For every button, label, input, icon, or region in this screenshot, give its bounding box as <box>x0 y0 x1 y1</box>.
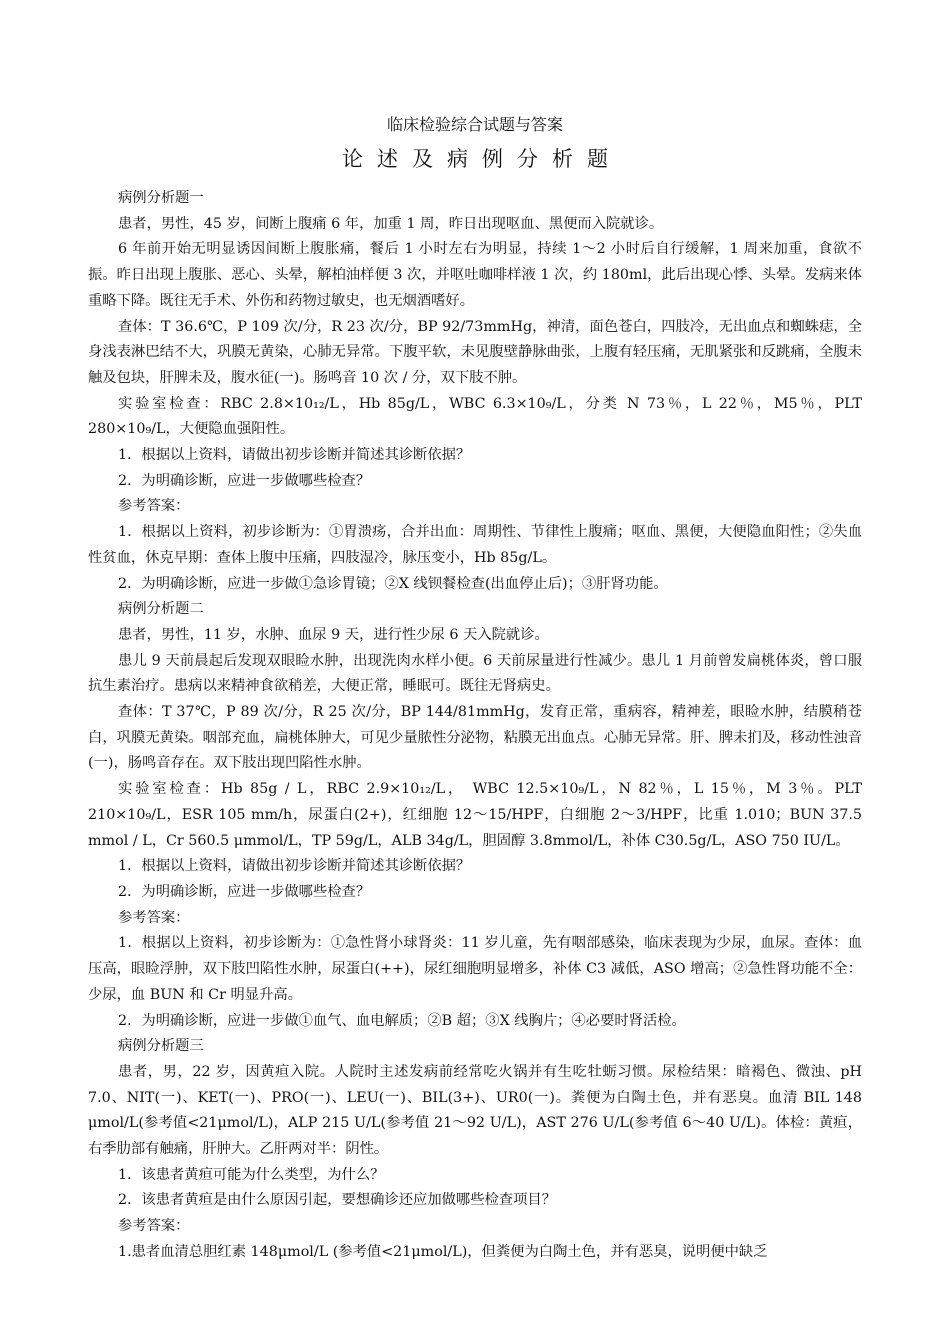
case-heading-1: 病例分析题一 <box>118 190 204 206</box>
case-2-answer-1: 1．根据以上资料，初步诊断为：①急性肾小球肾炎：11 岁儿童，先有咽部感染，临床表现为少尿，血尿。查体：血压高，眼睑浮肿，双下肢凹陷性水肿，尿蛋白(++)，尿红细胞明显增多，补体 C3 减低，ASO 增高；②急性肾功能不全：少尿，血 BUN 和 Cr 明显升高。 <box>88 935 862 1003</box>
case-1-answer-2: 2．为明确诊断，应进一步做①急诊胃镜；②X 线钡餐检查(出血停止后)；③肝肾功能。 <box>118 575 668 592</box>
case-1-history: 6 年前开始无明显诱因间断上腹胀痛，餐后 1 小时左右为明显，持续 1～2 小时后自行缓解，1 周来加重，食欲不振。昨日出现上腹胀、恶心、头晕，解柏油样便 3 次，并呕吐咖啡样液 1 次，约 180ml，此后出现心悸、头晕。发病来体重略下降。既往无手术、外伤和药物过敏史，也无烟酒嗜好。 <box>88 241 862 309</box>
case-2-question-2: 2．为明确诊断，应进一步做哪些检查？ <box>118 883 371 900</box>
case-1-lab: 实验室检查：RBC 2.8×10₁₂/L，Hb 85g/L，WBC 6.3×10₉/L，分类 N 73％，L 22％，M5％，PLT 280×10₉/L，大便隐血强阳性。 <box>88 395 862 438</box>
case-1-question-2: 2．为明确诊断，应进一步做哪些检查？ <box>118 472 371 489</box>
case-1-question-1: 1．根据以上资料，请做出初步诊断并简述其诊断依据？ <box>118 447 471 464</box>
case-2-exam: 查体：T 37℃，P 89 次/分，R 25 次/分，BP 144/81mmHg，发育正常，重病容，精神差，眼睑水肿，结膜稍苍白，巩膜无黄染。咽部充血，扁桃体肿大，可见少量脓性分泌物，粘膜无出血点。心肺无异常。肝、脾未扪及，移动性浊音(一)，肠鸣音存在。双下肢出现凹陷性水肿。 <box>88 704 862 772</box>
case-1-answer-1: 1．根据以上资料，初步诊断为：①胃溃疡，合并出血：周期性、节律性上腹痛；呕血、黑便，大便隐血阳性；②失血性贫血，休克早期：查体上腹中压痛，四肢湿冷，脉压变小，Hb 85g/L。 <box>88 524 862 566</box>
case-1-summary: 患者，男性，45 岁，间断上腹痛 6 年，加重 1 周，昨日出现呕血、黑便而入院就诊。 <box>118 215 664 232</box>
section-heading: 论述及病例分析题 <box>342 147 622 171</box>
case-2-answer-2: 2．为明确诊断，应进一步做①血气、血电解质；②B 超；③X 线胸片；④必要时肾活检。 <box>118 1012 686 1029</box>
document-body <box>88 186 862 1266</box>
case-2-summary: 患者，男性，11 岁，水肿、血尿 9 天，进行性少尿 6 天入院就诊。 <box>118 626 549 643</box>
document-title: 临床检验综合试题与答案 <box>386 115 563 134</box>
case-1-exam: 查体：T 36.6℃，P 109 次/分，R 23 次/分，BP 92/73mmHg，神清，面色苍白，四肢冷，无出血点和蜘蛛痣，全身浅表淋巴结不大，巩膜无黄染，心肺无异常。下腹平软，未见腹壁静脉曲张，上腹有轻压痛，无肌紧张和反跳痛，全腹未触及包块，肝脾未及，腹水征(一)。肠鸣音 10 次 / 分，双下肢不肿。 <box>88 318 862 386</box>
case-2-history: 患儿 9 天前晨起后发现双眼睑水肿，出现洗肉水样小便。6 天前尿量进行性减少。患儿 1 月前曾发扁桃体炎，曾口服抗生素治疗。患病以来精神食欲稍差，大便正常，睡眠可。既往无肾病史。 <box>88 652 862 695</box>
case-heading-2: 病例分析题二 <box>118 601 204 618</box>
case-3-answer-1: 1.患者血清总胆红素 148μmol/L (参考值<21μmol/L)，但粪便为白陶土色，并有恶臭，说明便中缺乏 <box>118 1243 768 1260</box>
case-2-lab: 实验室检查：Hb 85g / L，RBC 2.9×10₁₂/L， WBC 12.5×10₉/L，N 82％，L 15％，M 3％。PLT 210×10₉/L，ESR 105 mm/h，尿蛋白(2+)，红细胞 12～15/HPF，白细胞 2～3/HPF，比重 1.010；BUN 37.5 mmol / L，Cr 560.5 μmmol/L，TP 59g/L，ALB 34g/L，胆固醇 3.8mmol/L，补体 C30.5g/L，ASO 750 IU/L。 <box>88 781 862 849</box>
case-3-question-2: 2．该患者黄疸是由什么原因引起，要想确诊还应加做哪些检查项目？ <box>118 1192 556 1209</box>
case-3-summary: 患者，男，22 岁，因黄疸入院。人院时主述发病前经常吃火锅并有生吃牡蛎习惯。尿检结果：暗褐色、微浊、pH 7.0、NIT(一)、KET(一)、PRO(一)、LEU(一)、BIL(3+)、UR0(一)。粪便为白陶土色，并有恶臭。血清 BIL 148 μmol/L(参考值<21μmol/L)，ALP 215 U/L(参考值 21～92 U/L)，AST 276 U/L(参考值 6～40 U/L)。体检：黄疸，右季肋部有触痛，肝肿大。乙肝两对半：阴性。 <box>88 1063 862 1158</box>
case-2-question-1: 1．根据以上资料，请做出初步诊断并简述其诊断依据？ <box>118 858 471 875</box>
case-1-answer-label: 参考答案： <box>118 498 190 515</box>
case-2-answer-label: 参考答案： <box>118 909 190 926</box>
case-3-question-1: 1．该患者黄疸可能为什么类型，为什么？ <box>118 1166 385 1183</box>
case-3-answer-label: 参考答案： <box>118 1218 190 1235</box>
case-heading-3: 病例分析题三 <box>118 1038 204 1055</box>
